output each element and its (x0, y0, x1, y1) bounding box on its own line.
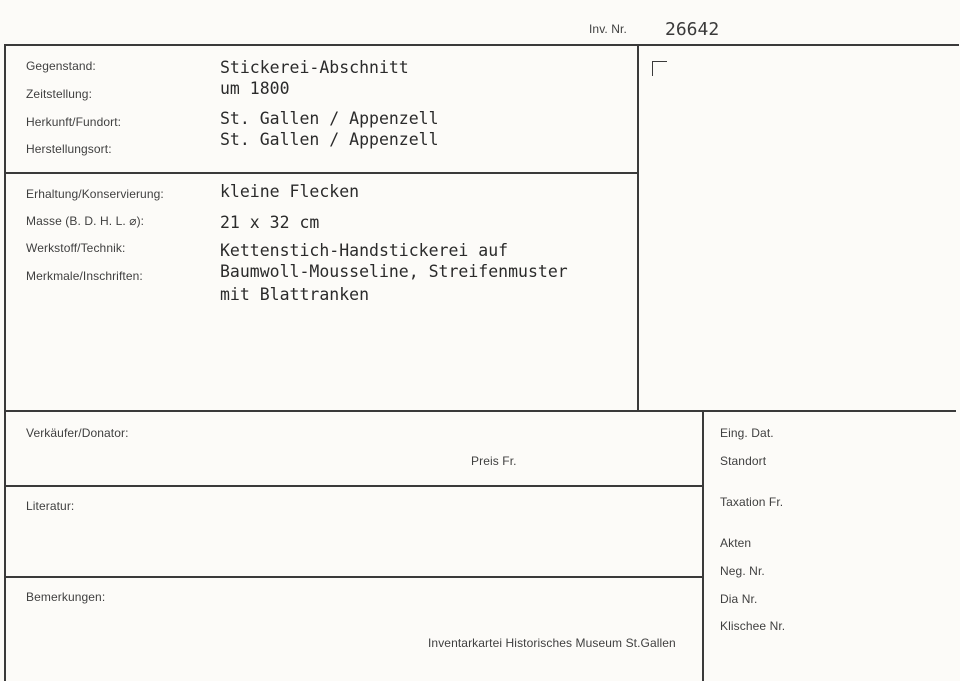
preis-label: Preis Fr. (471, 454, 517, 468)
werkstoff-line-2: Baumwoll-Mousseline, Streifenmuster (220, 262, 568, 281)
top-rule (4, 44, 959, 46)
eing-dat-label: Eing. Dat. (720, 426, 774, 440)
object-section-rule (4, 172, 638, 174)
merkmale-label: Merkmale/Inschriften: (26, 269, 143, 283)
herstellungsort-label: Herstellungsort: (26, 142, 112, 156)
zeitstellung-label: Zeitstellung: (26, 87, 92, 101)
photo-corner-mark (652, 61, 667, 76)
gegenstand-label: Gegenstand: (26, 59, 96, 73)
literatur-rule (4, 576, 702, 578)
verkaeufer-rule (4, 485, 702, 487)
erhaltung-value: kleine Flecken (220, 182, 360, 201)
standort-label: Standort (720, 454, 767, 468)
neg-nr-label: Neg. Nr. (720, 564, 765, 578)
masse-value: 21 x 32 cm (220, 213, 320, 232)
herstellungsort-value: St. Gallen / Appenzell (220, 130, 439, 149)
dia-nr-label: Dia Nr. (720, 592, 758, 606)
werkstoff-line-3: mit Blattranken (220, 285, 370, 304)
middle-rule (4, 410, 956, 412)
masse-label: Masse (B. D. H. L. ⌀): (26, 214, 145, 228)
literatur-label: Literatur: (26, 499, 75, 513)
card-footer: Inventarkartei Historisches Museum St.Gallen (428, 636, 676, 650)
herkunft-value: St. Gallen / Appenzell (220, 109, 439, 128)
werkstoff-line-1: Kettenstich-Handstickerei auf (220, 241, 509, 260)
inv-nr-label: Inv. Nr. (589, 22, 627, 36)
side-column-divider (702, 410, 704, 681)
gegenstand-value: Stickerei-Abschnitt (220, 58, 409, 77)
zeitstellung-value: um 1800 (220, 79, 290, 98)
verkaeufer-label: Verkäufer/Donator: (26, 426, 129, 440)
akten-label: Akten (720, 536, 752, 550)
bemerkungen-label: Bemerkungen: (26, 590, 106, 604)
taxation-label: Taxation Fr. (720, 495, 784, 509)
erhaltung-label: Erhaltung/Konservierung: (26, 187, 164, 201)
inv-nr-value: 26642 (665, 19, 720, 40)
werkstoff-label: Werkstoff/Technik: (26, 241, 126, 255)
photo-box-divider (637, 44, 639, 411)
herkunft-label: Herkunft/Fundort: (26, 115, 122, 129)
klischee-nr-label: Klischee Nr. (720, 619, 786, 633)
left-border (4, 44, 6, 681)
